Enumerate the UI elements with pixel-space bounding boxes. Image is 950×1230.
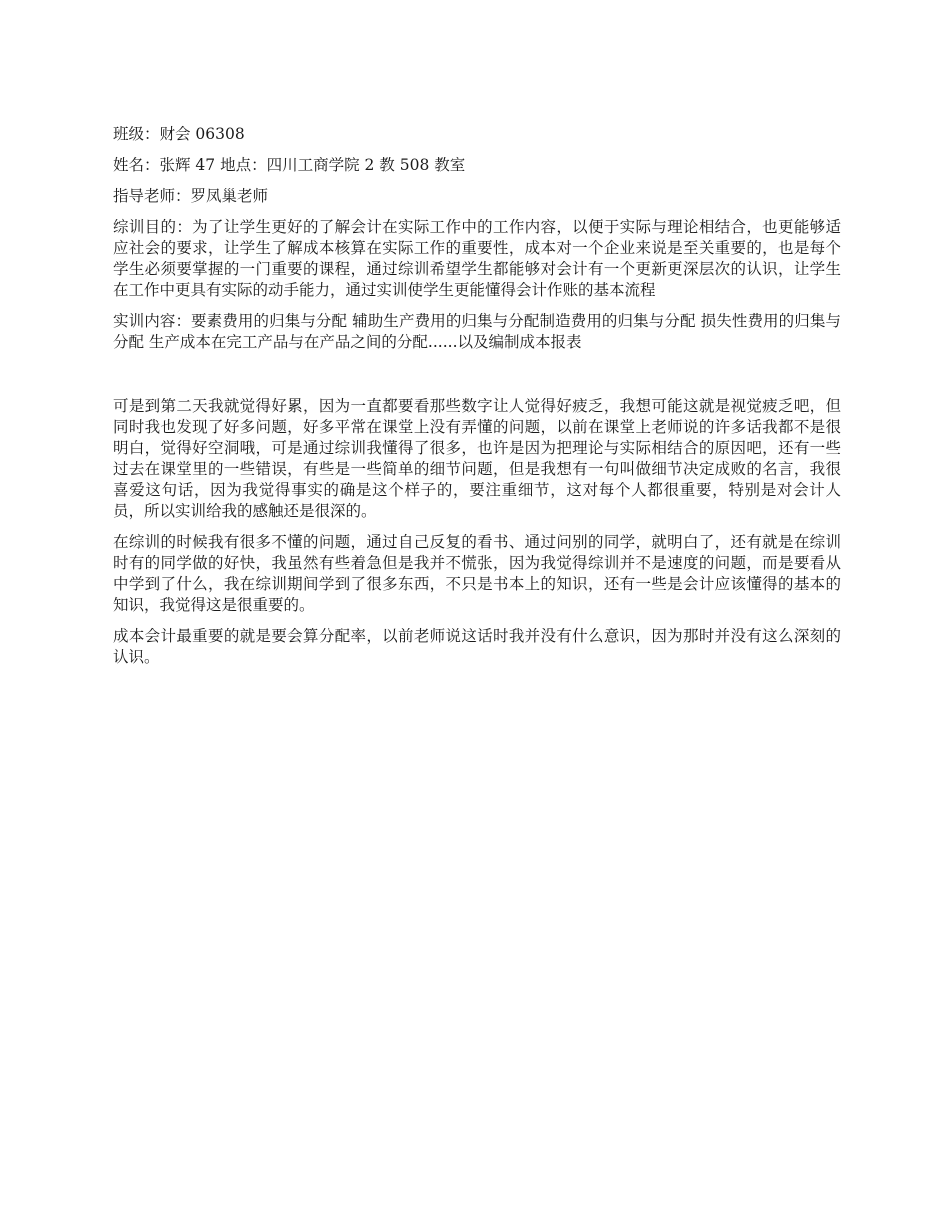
instructor-line: 指导老师：罗凤巢老师 bbox=[113, 187, 269, 205]
training-content-paragraph: 实训内容：要素费用的归集与分配 辅助生产费用的归集与分配制造费用的归集与分配 损失性费用的归集与分配 生产成本在完工产品与在产品之间的分配......以及编制成本报表 bbox=[113, 312, 841, 351]
body-paragraph-3: 成本会计最重要的就是要会算分配率，以前老师说这话时我并没有什么意识，因为那时并没有这么深刻的认识。 bbox=[113, 627, 841, 666]
name-location-line: 姓名：张辉 47 地点：四川工商学院 2 教 508 教室 bbox=[113, 156, 466, 174]
training-purpose-paragraph: 综训目的：为了让学生更好的了解会计在实际工作中的工作内容，以便于实际与理论相结合，也更能够适应社会的要求，让学生了解成本核算在实际工作的重要性，成本对一个企业来说是至关重要的，也是每个学生必须要掌握的一门重要的课程，通过综训希望学生都能够对会计有一个更新更深层次的认识，让学生在工作中更具有实际的动手能力，通过实训使学生更能懂得会计作账的基本流程 bbox=[113, 218, 841, 299]
body-paragraph-1: 可是到第二天我就觉得好累，因为一直都要看那些数字让人觉得好疲乏，我想可能这就是视觉疲乏吧，但同时我也发现了好多问题，好多平常在课堂上没有弄懂的问题，以前在课堂上老师说的许多话我都不是很明白，觉得好空洞哦，可是通过综训我懂得了很多，也许是因为把理论与实际相结合的原因吧，还有一些过去在课堂里的一些错误，有些是一些简单的细节问题，但是我想有一句叫做细节决定成败的名言，我很喜爱这句话，因为我觉得事实的确是这个样子的，要注重细节，这对每个人都很重要，特别是对会计人员，所以实训给我的感触还是很深的。 bbox=[113, 397, 841, 520]
class-line: 班级：财会 06308 bbox=[113, 125, 245, 143]
paragraph-spacer bbox=[113, 363, 841, 396]
body-paragraph-2: 在综训的时候我有很多不懂的问题，通过自己反复的看书、通过问别的同学，就明白了，还有就是在综训时有的同学做的好快，我虽然有些着急但是我并不慌张，因为我觉得综训并不是速度的问题，而是要看从中学到了什么，我在综训期间学到了很多东西，不只是书本上的知识，还有一些是会计应该懂得的基本的知识，我觉得这是很重要的。 bbox=[113, 533, 841, 614]
document-page bbox=[113, 124, 841, 678]
